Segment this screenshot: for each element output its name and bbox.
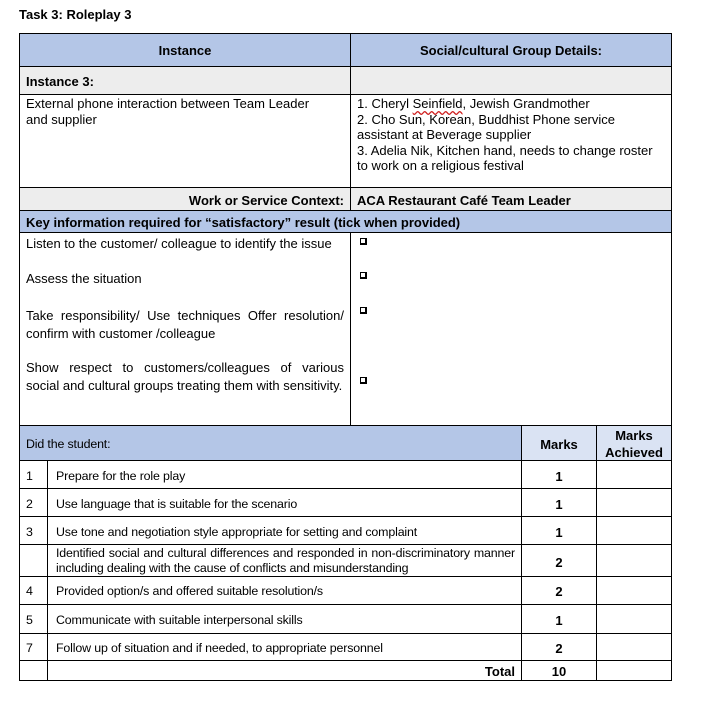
row-marks: 1 [555, 525, 563, 540]
row-criterion: Prepare for the role play [56, 469, 186, 483]
total-achieved-input[interactable] [596, 660, 672, 681]
row-criterion: Communicate with suitable interpersonal skills [56, 613, 303, 627]
marks-achieved-input[interactable] [596, 544, 672, 577]
row-criterion: Use language that is suitable for the scenario [56, 497, 298, 511]
instance-header: Instance [158, 43, 212, 58]
row-marks: 2 [555, 584, 563, 599]
group-details-header: Social/cultural Group Details: [419, 43, 603, 58]
marks-achieved-input[interactable] [596, 516, 672, 545]
group-details-list [350, 94, 672, 176]
criterion-3-checkbox[interactable] [360, 307, 367, 314]
task-title: Task 3: Roleplay 3 [19, 7, 132, 22]
criterion-4-text: Show respect to customers/colleagues of various social and cultural groups treating them with sensitivity. [26, 360, 344, 393]
marks-achieved-input[interactable] [596, 460, 672, 489]
spellcheck-flagged-word: Seinfield [412, 96, 463, 111]
row-number: 7 [26, 641, 33, 655]
row-marks: 1 [555, 469, 563, 484]
group-detail-3: 3. Adelia Nik, Kitchen hand, needs to change roster to work on a religious festival [357, 142, 653, 173]
criterion-1-text: Listen to the customer/ colleague to identify the issue [26, 236, 332, 251]
context-label: Work or Service Context: [188, 193, 344, 208]
criterion-4-checkbox[interactable] [360, 377, 367, 384]
row-marks: 2 [555, 641, 563, 656]
criterion-1-checkbox[interactable] [360, 238, 367, 245]
group-detail-1: 1. Cheryl Seinfield, Jewish Grandmother [357, 96, 590, 111]
row-marks: 1 [555, 613, 563, 628]
instance-description: External phone interaction between Team Leader and supplier [26, 96, 310, 127]
marks-achieved-input[interactable] [596, 633, 672, 661]
context-value: ACA Restaurant Café Team Leader [357, 193, 571, 208]
total-marks: 10 [551, 664, 567, 679]
row-marks: 2 [555, 555, 563, 570]
group-detail-2: 2. Cho Sun, Korean, Buddhist Phone service assistant at Beverage supplier [357, 111, 615, 142]
row-number: 4 [26, 584, 33, 598]
row-criterion: Provided option/s and offered suitable resolution/s [56, 584, 323, 598]
marks-achieved-header: Marks Achieved [605, 428, 663, 460]
row-number: 2 [26, 497, 33, 511]
criterion-2-text: Assess the situation [26, 271, 142, 286]
marks-achieved-input[interactable] [596, 604, 672, 634]
key-info-header: Key information required for “satisfactory” result (tick when provided) [26, 215, 461, 230]
row-criterion: Follow up of situation and if needed, to appropriate personnel [56, 641, 383, 655]
criteria-check-cell [350, 232, 672, 426]
marks-header: Marks [540, 437, 578, 452]
row-number: 3 [26, 525, 33, 539]
did-student-header: Did the student: [26, 437, 111, 451]
instance-label: Instance 3: [26, 74, 94, 89]
row-number: 1 [26, 469, 33, 483]
instance-label-empty-cell [350, 66, 672, 95]
row-criterion: Use tone and negotiation style appropriate for setting and complaint [56, 525, 418, 539]
marks-achieved-input[interactable] [596, 576, 672, 605]
total-label: Total [484, 664, 515, 679]
marks-achieved-input[interactable] [596, 488, 672, 517]
row-marks: 1 [555, 497, 563, 512]
row-criterion: Identified social and cultural differences and responded in non-discriminatory manner including dealing with the cause of conflicts and misunderstanding [56, 546, 515, 575]
row-number: 5 [26, 613, 33, 627]
criterion-2-checkbox[interactable] [360, 272, 367, 279]
criterion-3-text: Take responsibility/ Use techniques Offer resolution/ confirm with customer /colleague [26, 308, 344, 341]
